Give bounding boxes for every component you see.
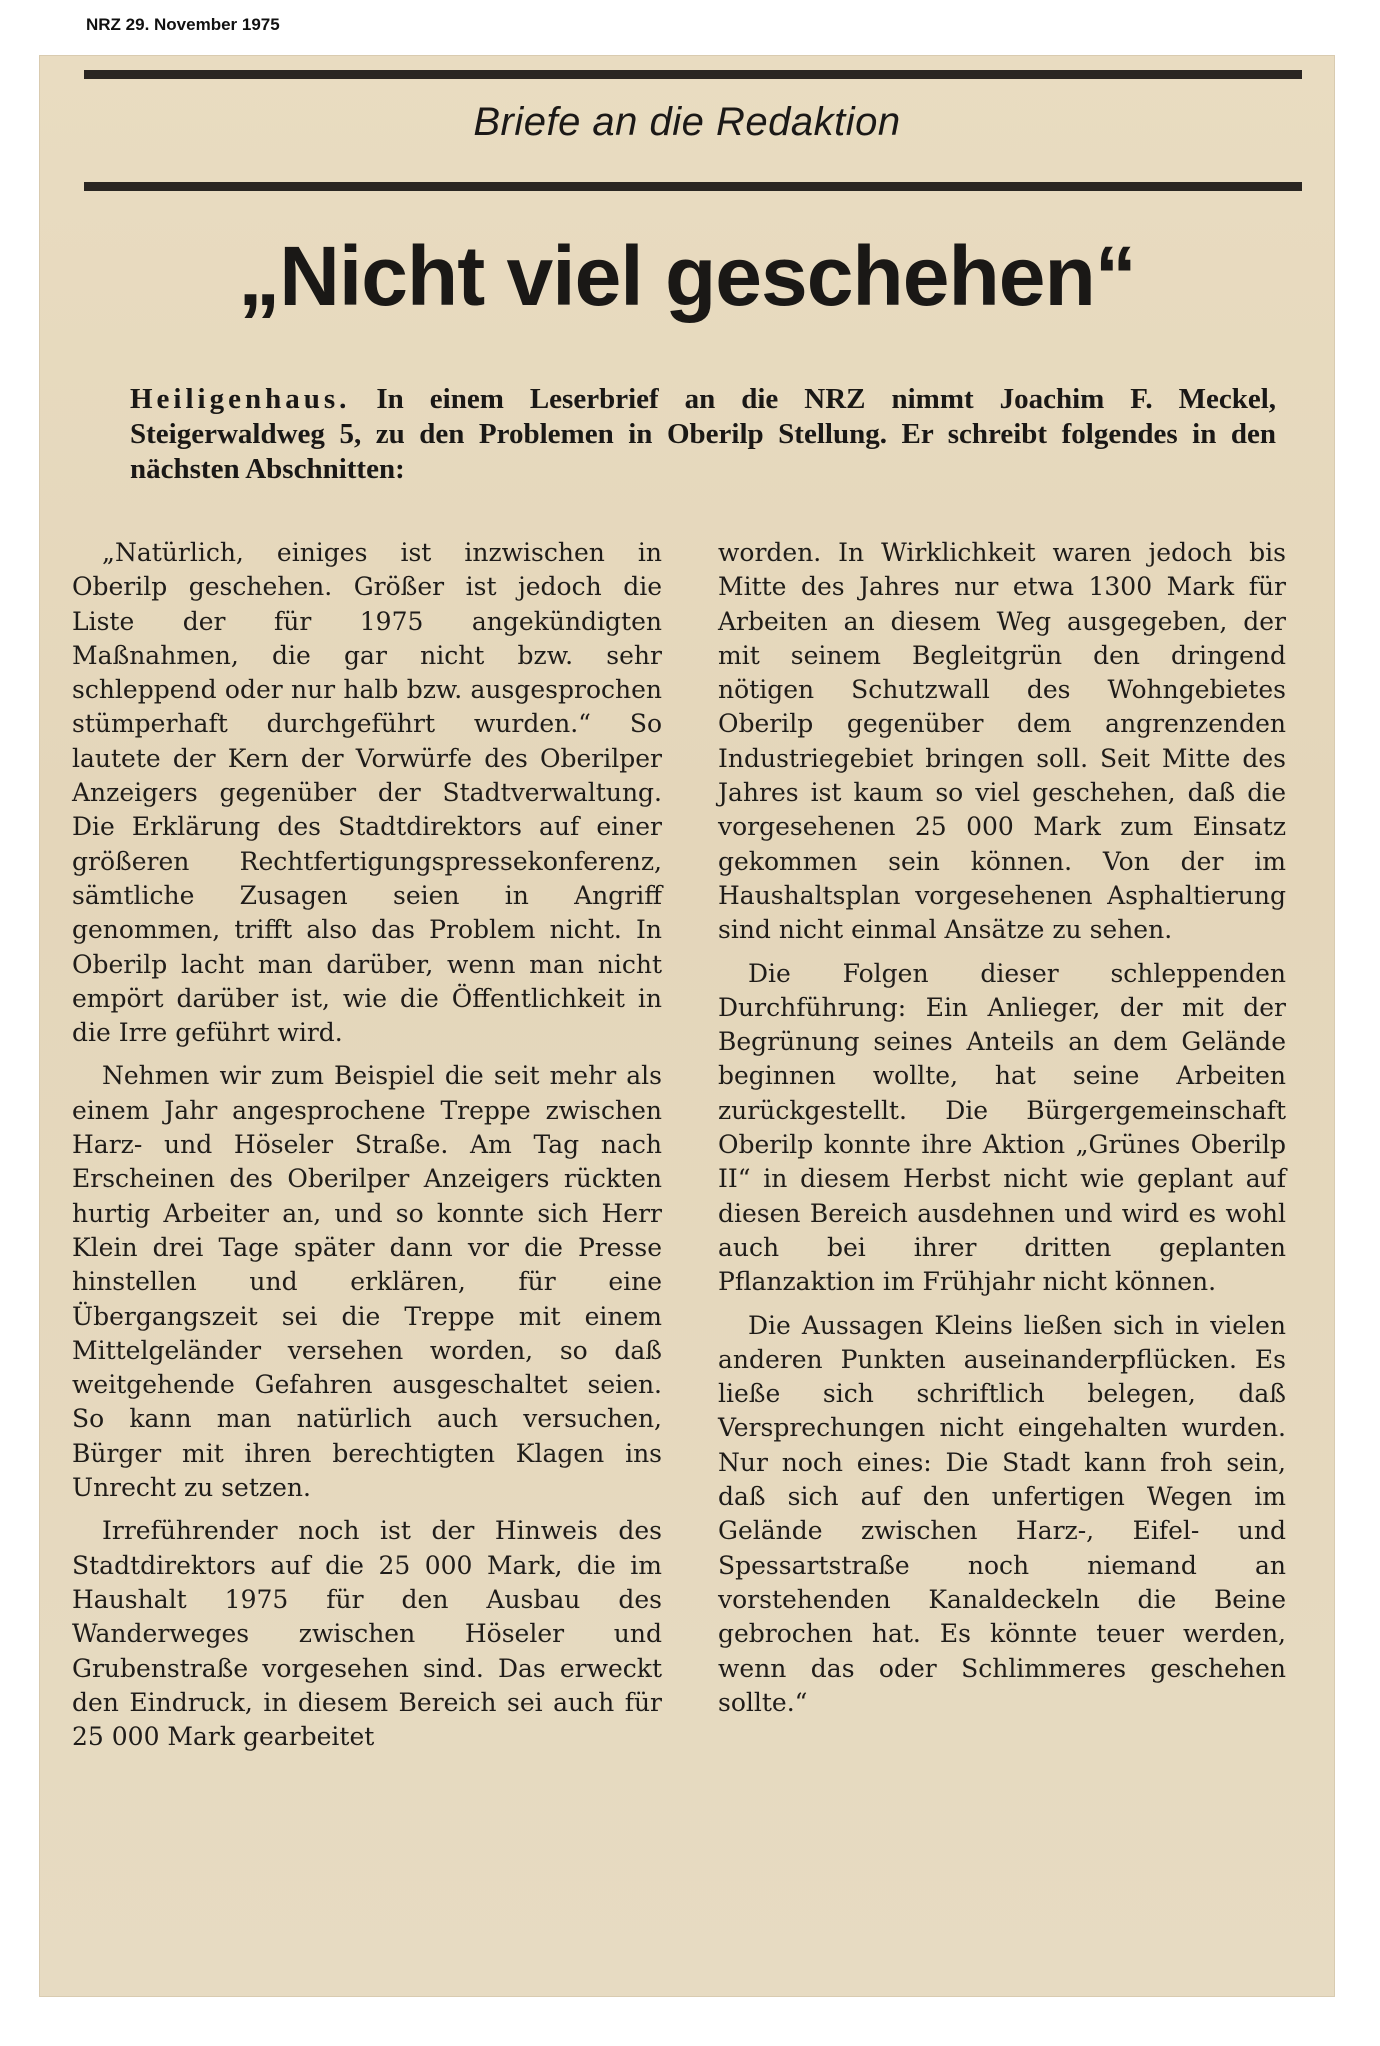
top-rule bbox=[84, 70, 1302, 79]
paragraph: Die Folgen dieser schleppenden Durchführung: Ein Anlieger, der mit der Begrünung seines Anteils an dem Gelände beginnen wollte, hat seine Arbeiten zurückgestellt. Die Bürgergemeinschaft Oberilp konnte ihre Aktion „Grünes Oberilp II“ in diesem Herbst nicht wie geplant auf diesen Bereich ausdehnen und wird es wohl auch bei ihrer dritten geplanten Pflanzaktion im Frühjahr nicht können. bbox=[718, 958, 1286, 1297]
paragraph: worden. In Wirklichkeit waren jedoch bis Mitte des Jahres nur etwa 1300 Mark für Arbeiten an diesem Weg ausgegeben, der mit seinem Begleitgrün den dringend nötigen Schutzwall des Wohngebietes Oberilp gegenüber dem angrenzenden Industriegebiet bringen soll. Seit Mitte des Jahres ist kaum so viel geschehen, daß die vorgesehenen 25 000 Mark zum Einsatz gekommen sein können. Von der im Haushaltsplan vorgesehenen Asphaltierung sind nicht einmal Ansätze zu sehen. bbox=[718, 538, 1286, 945]
lead-text: In einem Leserbrief an die NRZ nimmt Joachim F. Meckel, Steigerwaldweg 5, zu den Problemen in Oberilp Stellung. Er schreibt folgendes in den nächsten Abschnitten: bbox=[130, 383, 1277, 485]
paragraph: Irreführender noch ist der Hinweis des Stadtdirektors auf die 25 000 Mark, die im Haushalt 1975 für den Ausbau des Wanderweges zwischen Höseler und Grubenstraße vorgesehen sind. Das erweckt den Eindruck, in diesem Bereich sei auch für 25 000 Mark gearbeitet bbox=[72, 1516, 662, 1752]
article-column-right bbox=[718, 536, 1286, 1729]
article-lead bbox=[130, 382, 1276, 487]
source-citation: NRZ 29. November 1975 bbox=[86, 15, 280, 34]
paragraph: „Natürlich, einiges ist inzwischen in Oberilp geschehen. Größer ist jedoch die Liste der für 1975 angekündigten Maßnahmen, die gar nicht bzw. sehr schleppend oder nur halb bzw. ausgesprochen stümperhaft durchgeführt wurden.“ So lautete der Kern der Vorwürfe des Oberilper Anzeigers gegenüber der Stadtverwaltung. Die Erklärung des Stadtdirektors auf einer größeren Rechtfertigungspressekonferenz, sämtliche Zusagen seien in Angriff genommen, trifft also das Problem nicht. In Oberilp lacht man darüber, wenn man nicht empört darüber ist, wie die Öffentlichkeit in die Irre geführt wird. bbox=[72, 538, 662, 1048]
dateline-place: Heiligenhaus. bbox=[130, 383, 351, 415]
article-headline: „Nicht viel geschehen“ bbox=[238, 229, 1136, 323]
paragraph: Nehmen wir zum Beispiel die seit mehr als einem Jahr angesprochene Treppe zwischen Harz- und Höseler Straße. Am Tag nach Erscheinen des Oberilper Anzeigers rückten hurtig Arbeiter an, und so konnte sich Herr Klein drei Tage später dann vor die Presse hinstellen und erklären, für eine Übergangszeit sei die Treppe mit einem Mittelgeländer versehen worden, so daß weitgehende Gefahren ausgeschaltet seien. So kann man natürlich auch versuchen, Bürger mit ihren berechtigten Klagen ins Unrecht zu setzen. bbox=[72, 1061, 662, 1503]
paragraph: Die Aussagen Kleins ließen sich in vielen anderen Punkten auseinanderpflücken. Es ließe sich schriftlich belegen, daß Versprechungen nicht eingehalten wurden. Nur noch eines: Die Stadt kann froh sein, daß sich auf den unfertigen Wegen im Gelände zwischen Harz-, Eifel- und Spessartstraße noch niemand an vorstehenden Kanaldeckeln die Beine gebrochen hat. Es könnte teuer werden, wenn das oder Schlimmeres geschehen sollte.“ bbox=[718, 1310, 1286, 1717]
section-rule bbox=[84, 182, 1302, 191]
article-column-left bbox=[72, 536, 662, 1763]
section-title: Briefe an die Redaktion bbox=[473, 100, 901, 144]
newspaper-clipping bbox=[40, 56, 1334, 1996]
